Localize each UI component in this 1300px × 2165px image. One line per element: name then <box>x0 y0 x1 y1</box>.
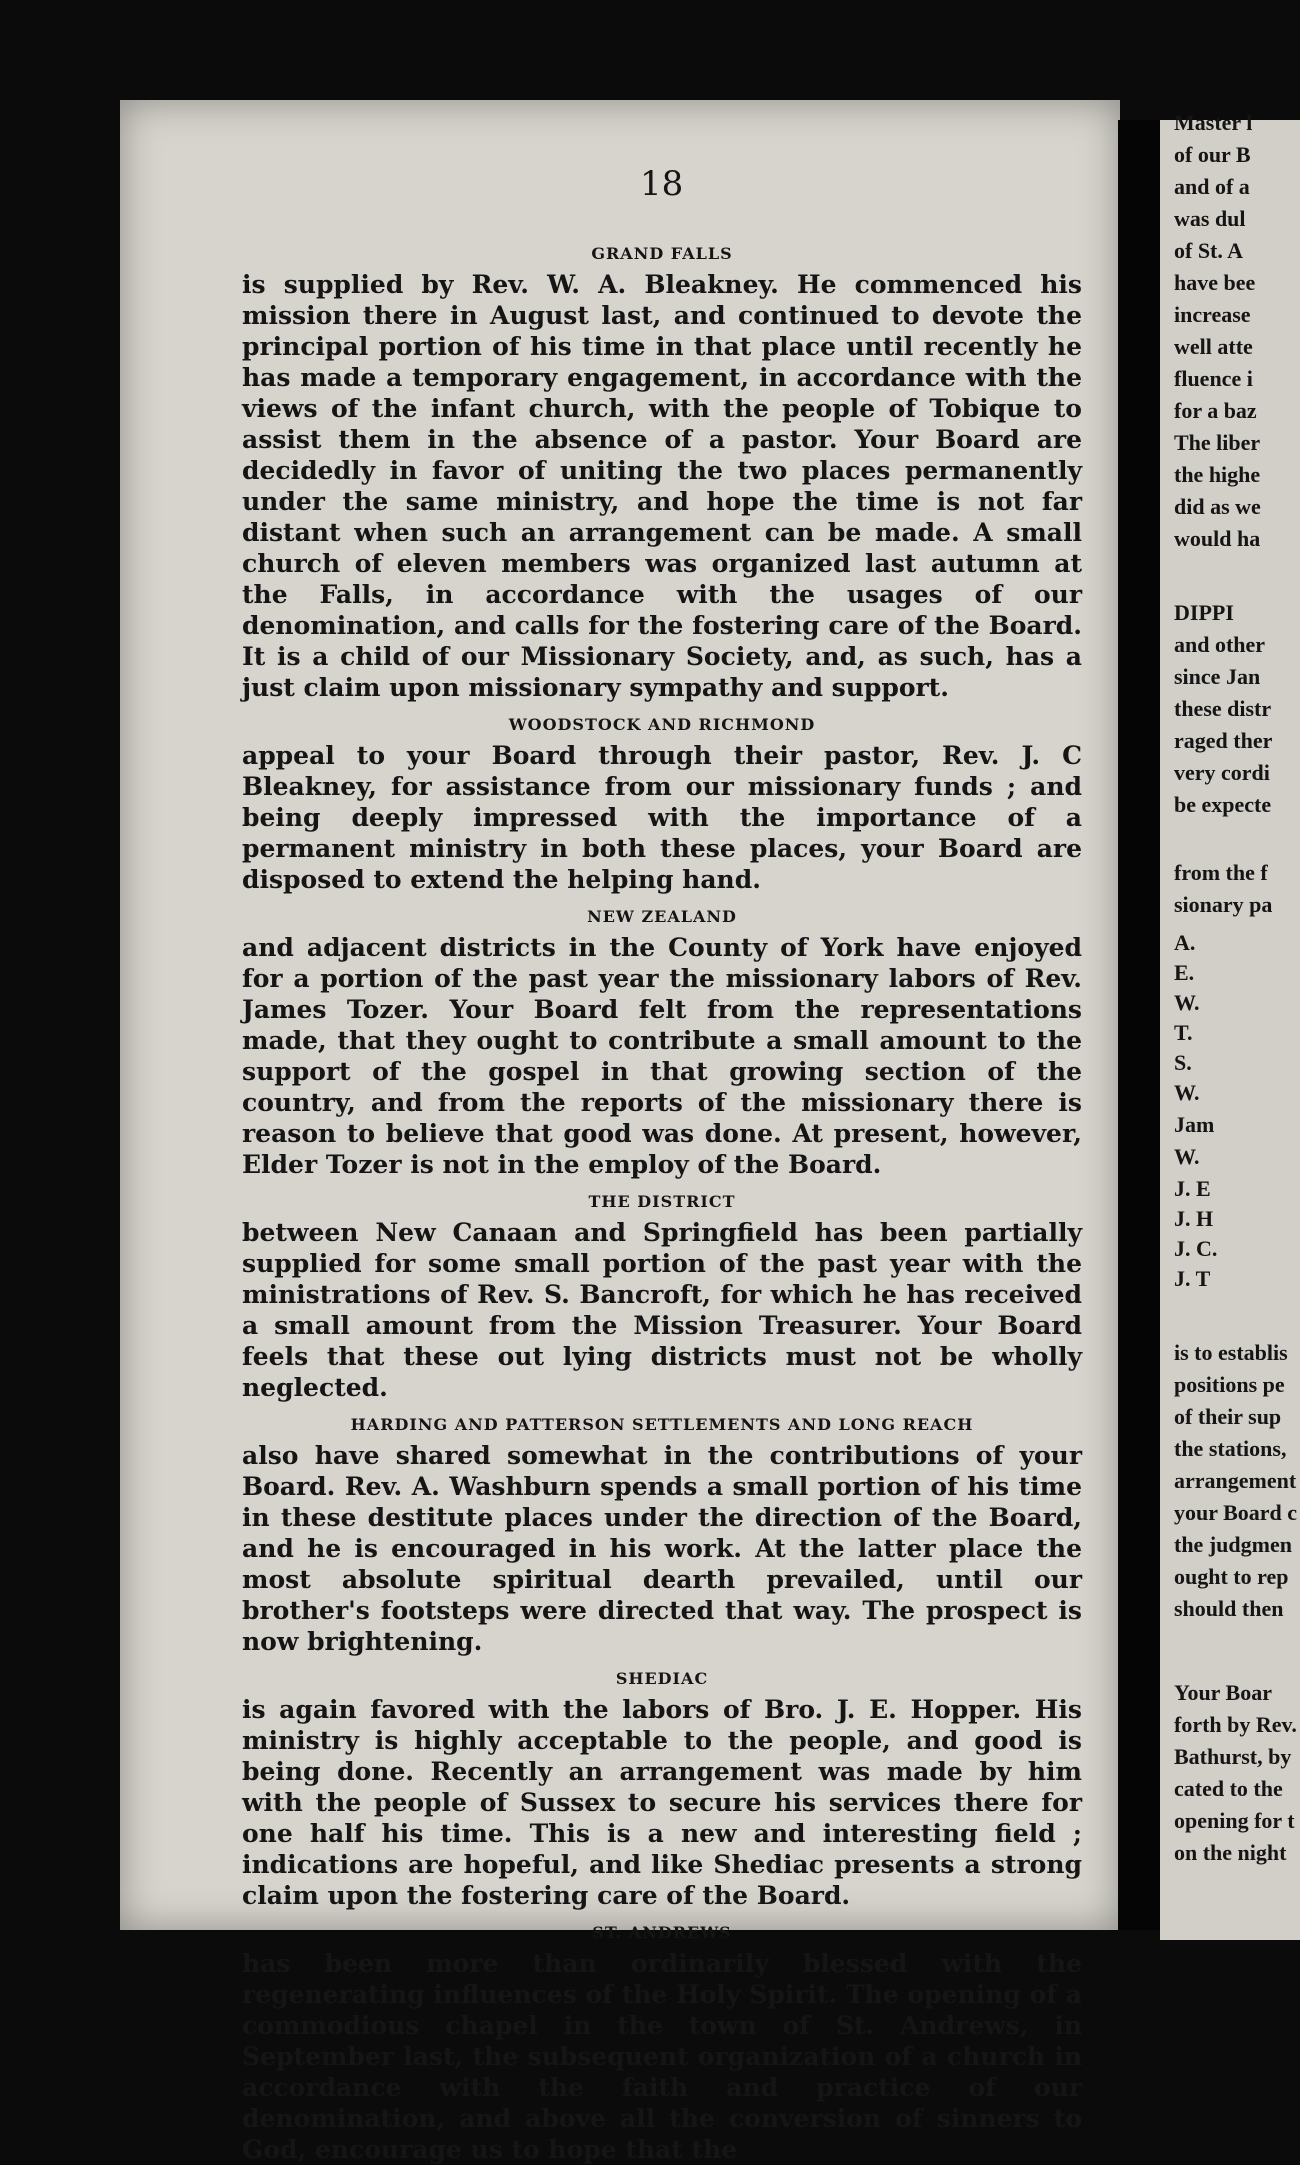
right-page-fragment: did as we <box>1174 494 1261 519</box>
right-page-fragment: positions pe <box>1174 1372 1285 1397</box>
right-page-fragment: fluence i <box>1174 366 1253 391</box>
right-page-fragment: have bee <box>1174 270 1256 295</box>
right-page-fragment: DIPPI <box>1174 600 1234 625</box>
right-page-fragment: since Jan <box>1174 664 1261 689</box>
right-page-fragment: should then <box>1174 1596 1284 1621</box>
right-page-fragment: Your Boar <box>1174 1680 1272 1705</box>
right-page-fragment: J. E <box>1174 1176 1211 1201</box>
right-page-fragment: Jam <box>1174 1112 1215 1137</box>
right-page-fragment: W. <box>1174 990 1200 1015</box>
right-page-fragment: be expecte <box>1174 792 1272 817</box>
right-page-fragment: Bathurst, by <box>1174 1744 1292 1769</box>
right-page <box>1160 110 1300 1940</box>
left-page-content <box>242 232 1082 2165</box>
right-page-fragment: J. C. <box>1174 1236 1218 1261</box>
section-text-grand-falls: is supplied by Rev. W. A. Bleakney. He commenced his mission there in August last, and continued to devote the principal portion of his time in that place until recently he has made a temporary engagement, in accordance with the views of the infant church, with the people of Tobique to assist them in the absence of a pastor. Your Board are decidedly in favor of uniting the two places permanently under the same ministry, and hope the time is not far distant when such an arrangement can be made. A small church of eleven members was organized last autumn at the Falls, in accordance with the usages of our denomination, and calls for the fostering care of the Board. It is a child of our Missionary Society, and, as such, has a just claim upon missionary sympathy and support. <box>242 270 1082 702</box>
right-page-fragment: The liber <box>1174 430 1261 455</box>
right-page-fragment: and of a <box>1174 174 1250 199</box>
right-page-fragment: J. H <box>1174 1206 1214 1231</box>
right-page-fragment: arrangement <box>1174 1468 1297 1493</box>
page-number: 18 <box>640 164 684 204</box>
section-heading-grand-falls: GRAND FALLS <box>591 244 733 263</box>
section-heading-new-zealand: NEW ZEALAND <box>587 907 737 926</box>
right-page-fragment: ought to rep <box>1174 1564 1289 1589</box>
left-page <box>120 100 1120 2164</box>
right-page-fragment: well atte <box>1174 334 1253 359</box>
right-page-fragment: of our B <box>1174 142 1251 167</box>
right-page-fragment: for a baz <box>1174 398 1257 423</box>
right-page-fragment: opening for t <box>1174 1808 1295 1833</box>
right-page-fragment: raged ther <box>1174 728 1273 753</box>
right-page-fragment: the judgmen <box>1174 1532 1292 1557</box>
right-page-fragment: T. <box>1174 1020 1193 1045</box>
section-heading-shediac: SHEDIAC <box>615 1669 709 1688</box>
section-heading-harding: HARDING AND PATTERSON SETTLEMENTS AND LONG REACH <box>350 1415 974 1434</box>
section-heading-woodstock: WOODSTOCK AND RICHMOND <box>508 715 816 734</box>
right-page-fragment: these distr <box>1174 696 1272 721</box>
right-page-fragment: was dul <box>1174 206 1246 231</box>
right-page-fragment: on the night <box>1174 1840 1287 1865</box>
right-page-fragment: the highe <box>1174 462 1261 487</box>
right-page-fragment: increase <box>1174 302 1251 327</box>
book-gutter <box>1118 120 1160 1930</box>
section-text-harding: also have shared somewhat in the contributions of your Board. Rev. A. Washburn spends a small portion of his time in these destitute places under the direction of the Board, and he is encouraged in his work. At the latter place the most absolute spiritual dearth prevailed, until our brother's footsteps were directed that way. The prospect is now brightening. <box>242 1441 1082 1656</box>
right-page-fragment: is to establis <box>1174 1340 1288 1365</box>
right-page-fragment: your Board c <box>1174 1500 1298 1525</box>
right-page-fragment: cated to the <box>1174 1776 1283 1801</box>
section-text-new-zealand: and adjacent districts in the County of York have enjoyed for a portion of the past year the missionary labors of Rev. James Tozer. Your Board felt from the representations made, that they ought to contribute a small amount to the support of the gospel in that growing section of the country, and from the reports of the missionary there is reason to believe that good was done. At present, however, Elder Tozer is not in the employ of the Board. <box>242 933 1082 1179</box>
right-page-fragment: from the f <box>1174 860 1268 885</box>
section-heading-st-andrews: ST. ANDREWS <box>592 1923 732 1942</box>
right-page-fragment: would ha <box>1174 526 1261 551</box>
right-page-fragment: A. <box>1174 930 1196 955</box>
right-page-fragment: Master l <box>1174 110 1253 135</box>
right-page-fragment: E. <box>1174 960 1195 985</box>
right-page-fragment: W. <box>1174 1080 1200 1105</box>
section-text-shediac: is again favored with the labors of Bro. J. E. Hopper. His ministry is highly acceptable to the people, and good is being done. Recently an arrangement was made by him with the people of Sussex to secure his services there for one half his time. This is a new and interesting field ; indications are hopeful, and like Shediac presents a strong claim upon the fostering care of the Board. <box>242 1695 1082 1910</box>
right-page-fragment: and other <box>1174 632 1266 657</box>
right-page-fragment: the stations, <box>1174 1436 1287 1461</box>
right-page-fragment: of their sup <box>1174 1404 1282 1429</box>
section-text-woodstock: appeal to your Board through their pastor, Rev. J. C Bleakney, for assistance from our missionary funds ; and being deeply impressed with the importance of a permanent ministry in both these places, your Board are disposed to extend the helping hand. <box>242 741 1082 894</box>
right-page-fragment: sionary pa <box>1174 892 1273 917</box>
section-heading-the-district: THE DISTRICT <box>588 1192 736 1211</box>
section-text-the-district: between New Canaan and Springfield has been partially supplied for some small portion of the past year with the ministrations of Rev. S. Bancroft, for which he has received a small amount from the Mission Treasurer. Your Board feels that these out lying districts must not be wholly neglected. <box>242 1218 1082 1402</box>
right-page-fragment: of St. A <box>1174 238 1244 263</box>
right-page-fragment: S. <box>1174 1050 1192 1075</box>
right-page-fragment: very cordi <box>1174 760 1270 785</box>
section-text-st-andrews: has been more than ordinarily blessed with the regenerating influences of the Holy Spirit. The opening of a commodious chapel in the town of St. Andrews, in September last, the subsequent organization of a church in accordance with the faith and practice of our denomination, and above all the conversion of sinners to God, encourage us to hope that the <box>242 1949 1082 2164</box>
right-page-fragment: J. T <box>1174 1266 1211 1291</box>
right-page-fragment: W. <box>1174 1144 1200 1169</box>
right-page-fragment: forth by Rev. <box>1174 1712 1297 1737</box>
